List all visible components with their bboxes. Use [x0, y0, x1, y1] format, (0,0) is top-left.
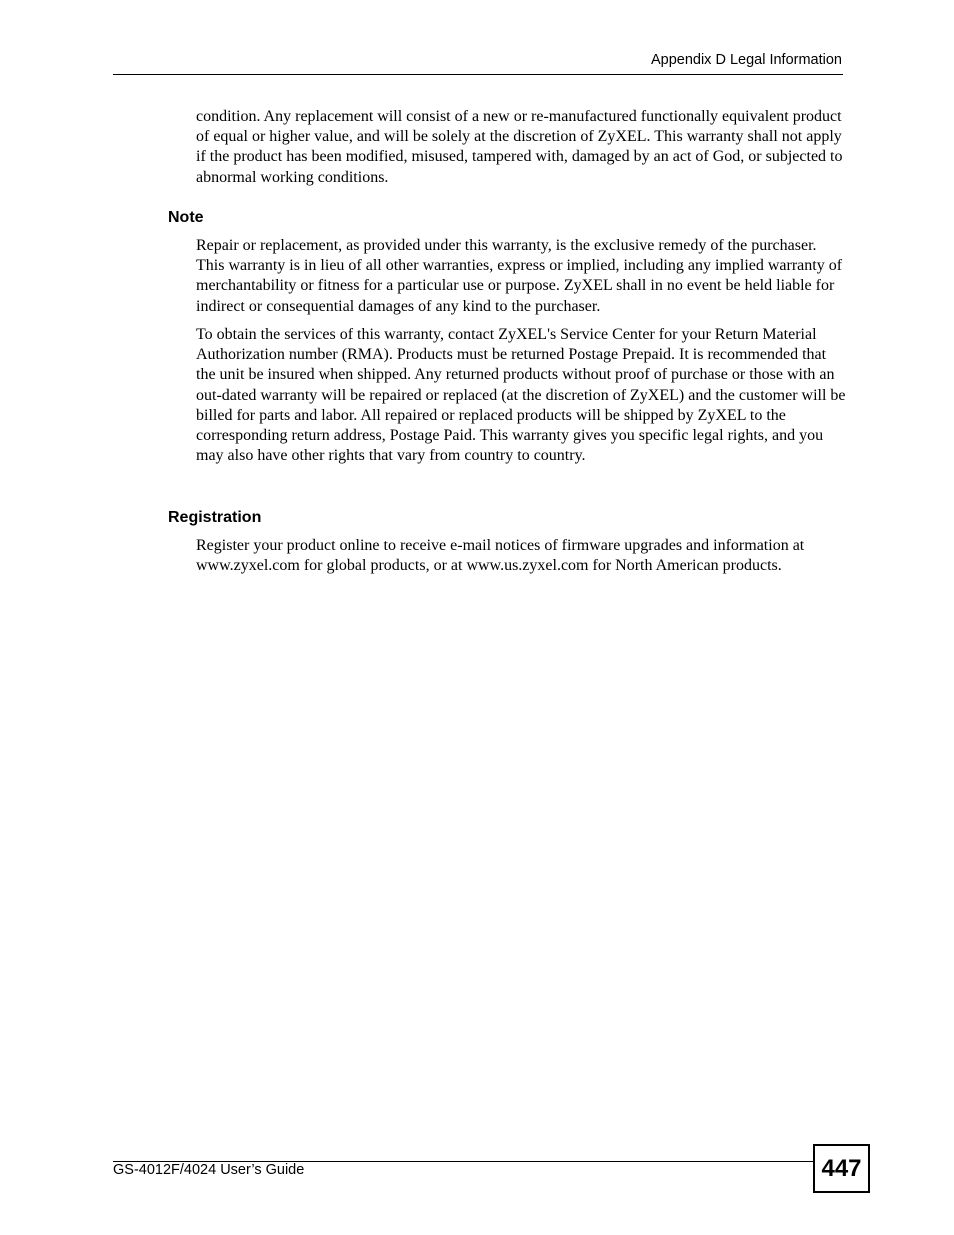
note-heading: Note — [168, 209, 204, 226]
note-paragraph-remedy: Repair or replacement, as provided under this warranty, is the exclusive remedy of the purchaser. This warranty is in lieu of all other warranties, express or implied, including any implied warranty of merchantability or fitness for a particular use or purpose. ZyXEL shall in no event be held liable for indirect or consequential damages of any kind to the purchaser. — [196, 237, 843, 315]
intro-paragraph: condition. Any replacement will consist of a new or re-manufactured functionally equivalent product of equal or higher value, and will be solely at the discretion of ZyXEL. This warranty shall not apply if the product has been modified, misused, tampered with, damaged by an act of God, or subjected to abnormal working conditions. — [196, 108, 843, 186]
footer-guide-title: GS-4012F/4024 User’s Guide — [113, 1162, 305, 1178]
running-header-title: Appendix D Legal Information — [650, 52, 842, 68]
registration-heading: Registration — [168, 509, 262, 526]
page-number: 447 — [813, 1144, 870, 1193]
registration-paragraph: Register your product online to receive e-mail notices of firmware upgrades and information at www.zyxel.com for global products, or at www.us.zyxel.com for North American products. — [196, 537, 805, 575]
header-divider — [113, 74, 843, 75]
note-paragraph-service: To obtain the services of this warranty, contact ZyXEL's Service Center for your Return Material Authorization number (RMA). Products must be returned Postage Prepaid. It is recommended that the unit be insured when shipped. Any returned products without proof of purchase or those with an out-dated warranty will be repaired or replaced (at the discretion of ZyXEL) and the customer will be billed for parts and labor. All repaired or replaced products will be shipped by ZyXEL to the corresponding return address, Postage Paid. This warranty gives you specific legal rights, and you may also have other rights that vary from country to country. — [196, 326, 846, 465]
